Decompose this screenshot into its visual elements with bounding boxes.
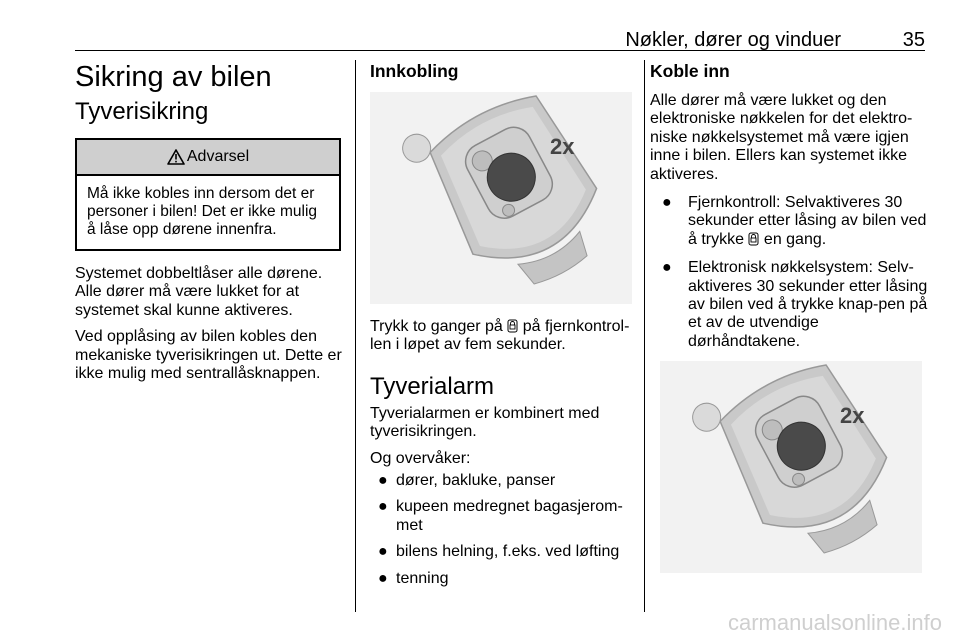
instruction-text-end: på fjernkontrol-len i løpet av fem sekunder.: [370, 318, 630, 354]
remote-key-image: [660, 361, 922, 573]
alarm-description: Tyverialarmen er kombinert med tyverisikringen.: [370, 404, 600, 441]
image-label-2x: 2x: [840, 403, 865, 429]
paragraph-double-lock: Systemet dobbeltlåser alle dørene. Alle dører må være lukket for at systemet skal kunne aktiveres.: [75, 265, 323, 319]
remote-key-image: [370, 92, 632, 304]
bullet: ●: [378, 569, 388, 587]
page-header: [75, 30, 925, 51]
activation-heading: Innkobling: [370, 61, 459, 81]
list-item: [650, 259, 930, 351]
activation-instruction: [370, 318, 635, 355]
warning-header: [77, 140, 339, 176]
monitors-list: [370, 472, 635, 588]
instruction-text-start: Trykk to ganger på: [370, 318, 508, 335]
warning-box: [75, 138, 341, 251]
list-item: [370, 543, 635, 561]
bullet: ●: [378, 543, 388, 561]
list-item: [370, 570, 635, 588]
section-heading: Sikring av bilen: [75, 61, 272, 93]
column-divider-left: [355, 60, 356, 612]
list-item-text: Fjernkontroll: Selvaktiveres 30 sekunder etter låsing av bilen ved å trykke: [688, 194, 927, 248]
page-number: 35: [902, 29, 925, 51]
list-item-text: bilens helning, f.eks. ved løfting: [396, 543, 620, 561]
image-label-2x: 2x: [550, 134, 575, 159]
column-right: [650, 60, 930, 573]
list-item-text-end: en gang.: [759, 230, 827, 248]
column-middle: [370, 60, 635, 588]
list-item-text: kupeen medregnet bagasjerom-met: [396, 498, 623, 534]
monitors-intro: Og overvåker:: [370, 449, 471, 467]
warning-title: Advarsel: [186, 148, 250, 165]
warning-triangle-icon: [167, 149, 185, 165]
list-item: [370, 472, 635, 490]
paragraph-mechanical-unlock: Ved opplåsing av bilen kobles den mekaniske tyverisikringen ut. Dette er ikke mulig med sentrallåsknappen.: [75, 328, 342, 383]
bullet: ●: [378, 472, 388, 490]
column-divider-right: [644, 60, 645, 612]
lock-button-icon: [748, 232, 759, 246]
list-item-text: Elektronisk nøkkelsystem: Selv-aktiveres 30 sekunder etter låsing av bilen ved å trykke knap-pen på et av de utvendige dørhåndtakene.: [688, 259, 928, 350]
bullet: ●: [662, 259, 672, 277]
bullet: ●: [662, 194, 672, 212]
arming-heading: Koble inn: [650, 61, 730, 81]
subsection-heading: Tyverisikring: [75, 98, 209, 125]
list-item-text: dører, bakluke, panser: [396, 472, 556, 490]
arming-list: [650, 194, 930, 351]
arming-intro: Alle dører må være lukket og den elektroniske nøkkelen for det elektro-niske nøkkelsystemet må være igjen inne i bilen. Ellers kan systemet ikke aktiveres.: [650, 92, 913, 183]
chapter-title: Nøkler, dører og vinduer: [625, 29, 841, 51]
list-item-text: tenning: [396, 569, 449, 587]
bullet: ●: [378, 498, 388, 516]
watermark: carmanualsonline.info: [727, 610, 942, 635]
column-left: [75, 60, 345, 383]
warning-text: Må ikke kobles inn dersom det er personer i bilen! Det er ikke mulig å låse opp dørene innenfra.: [87, 185, 318, 238]
alarm-heading: Tyverialarm: [370, 372, 495, 400]
list-item: [370, 498, 635, 535]
lock-button-icon: [507, 319, 518, 333]
list-item: [650, 194, 930, 249]
